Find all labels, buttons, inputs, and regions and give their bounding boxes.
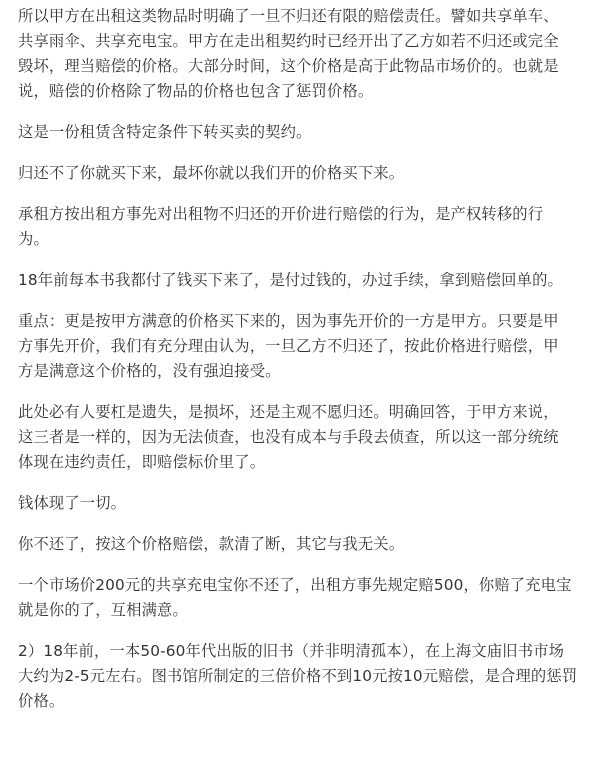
text-line: 2）18年前，一本50-60年代出版的旧书（并非明清孤本），在上海文庙旧书市场 [18, 642, 565, 660]
text-line: 就是你的了，互相满意。 [18, 601, 188, 619]
text-line: 钱体现了一切。 [18, 494, 127, 512]
paragraph-9 [18, 532, 582, 557]
text-line: 一个市场价200元的共享充电宝你不还了，出租方事先规定赔500，你赔了充电宝 [18, 576, 572, 594]
paragraph-4 [18, 202, 582, 252]
paragraph-5 [18, 268, 582, 293]
text-line: 这是一份租赁含特定条件下转买卖的契约。 [18, 123, 312, 141]
text-line: 共享雨伞、共享充电宝。甲方在走出租契约时已经开出了乙方如若不归还或完全 [18, 32, 559, 50]
text-line: 价格。 [18, 692, 65, 710]
text-line: 18年前每本书我都付了钱买下来了，是付过钱的，办过手续，拿到赔偿回单的。 [18, 271, 563, 289]
paragraph-6 [18, 309, 582, 384]
text-line: 所以甲方在出租这类物品时明确了一旦不归还有限的赔偿责任。譬如共享单车、 [18, 7, 559, 25]
text-line: 体现在违约责任，即赔偿标价里了。 [18, 453, 266, 471]
text-line: 重点：更是按甲方满意的价格买下来的，因为事先开价的一方是甲方。只要是甲 [18, 312, 559, 330]
text-line: 为。 [18, 230, 49, 248]
text-line: 归还不了你就买下来，最坏你就以我们开的价格买下来。 [18, 164, 405, 182]
text-line: 此处必有人要杠是遗失，是损坏，还是主观不愿归还。明确回答，于甲方来说， [18, 403, 559, 421]
paragraph-2 [18, 120, 582, 145]
paragraph-3 [18, 161, 582, 186]
text-line: 方事先开价，我们有充分理由认为，一旦乙方不归还了，按此价格进行赔偿，甲 [18, 337, 559, 355]
paragraph-7 [18, 400, 582, 475]
paragraph-11 [18, 639, 582, 714]
paragraph-1 [18, 4, 582, 104]
text-line: 承租方按出租方事先对出租物不归还的开价进行赔偿的行为，是产权转移的行 [18, 205, 544, 223]
text-line: 毁坏，理当赔偿的价格。大部分时间，这个价格是高于此物品市场价的。也就是 [18, 57, 559, 75]
text-line: 你不还了，按这个价格赔偿，款清了断，其它与我无关。 [18, 535, 405, 553]
paragraph-8 [18, 491, 582, 516]
paragraph-10 [18, 573, 582, 623]
text-line: 方是满意这个价格的，没有强迫接受。 [18, 362, 281, 380]
text-line: 这三者是一样的，因为无法侦查，也没有成本与手段去侦查，所以这一部分统统 [18, 428, 559, 446]
text-line: 大约为2-5元左右。图书馆所制定的三倍价格不到10元按10元赔偿，是合理的惩罚 [18, 667, 578, 685]
text-line: 说，赔偿的价格除了物品的价格也包含了惩罚价格。 [18, 82, 374, 100]
